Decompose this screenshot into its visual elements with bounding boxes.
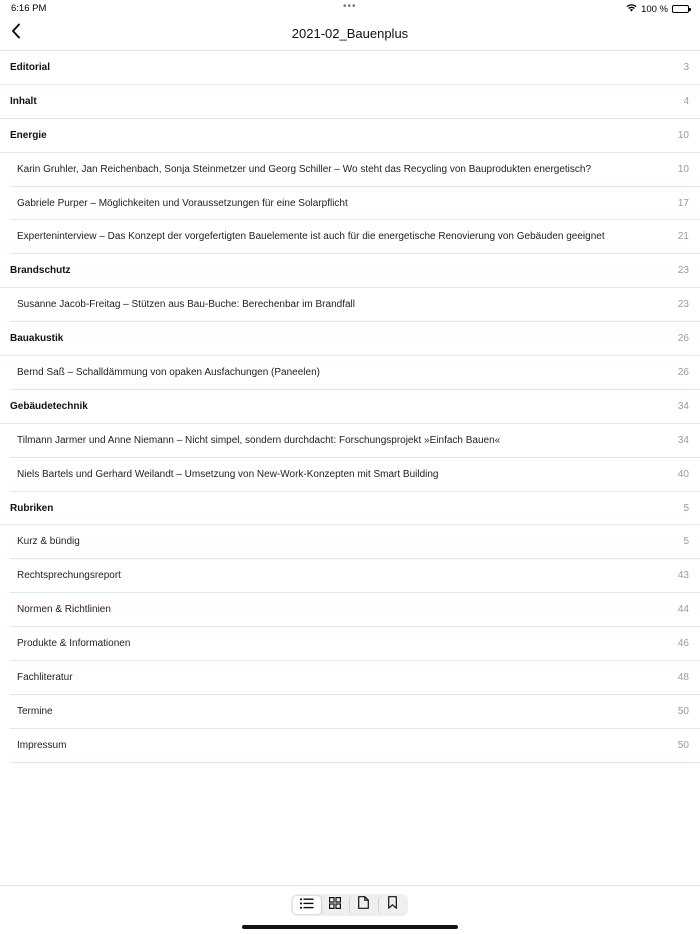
toc-article-row[interactable] [10, 288, 700, 322]
toc-article-row[interactable] [10, 153, 700, 187]
toc-article-row[interactable] [10, 220, 700, 254]
toc-item-title: Impressum [17, 739, 67, 751]
page-title: 2021-02_Bauenplus [291, 26, 409, 41]
toc-page-number: 48 [677, 671, 689, 683]
toc-article-row[interactable] [10, 424, 700, 458]
toc-item-title: Rubriken [10, 502, 54, 514]
toc-item-title: Experteninterview – Das Konzept der vorgefertigten Bauelemente ist auch für die energetische Renovierung von Gebäuden geeignet [17, 231, 605, 243]
toc-section-row[interactable] [0, 119, 700, 153]
toc-page-number: 43 [677, 570, 689, 582]
toc-item-title: Rechtsprechungsreport [17, 570, 121, 582]
toc-item-title: Editorial [10, 61, 51, 73]
toc-page-number: 50 [677, 739, 689, 751]
toc-article-row[interactable] [10, 593, 700, 627]
toc-page-number: 3 [683, 61, 689, 73]
toc-item-title: Fachliteratur [17, 671, 73, 683]
toc-item-title: Tilmann Jarmer und Anne Niemann – Nicht simpel, sondern durchdacht: Forschungsprojekt »Einfach Bauen« [17, 434, 501, 446]
toc-item-title: Bernd Saß – Schalldämmung von opaken Ausfachungen (Paneelen) [17, 366, 320, 378]
toc-article-row[interactable] [10, 458, 700, 492]
toc-section-row[interactable] [0, 85, 700, 119]
toc-item-title: Produkte & Informationen [17, 638, 131, 650]
toc-article-row[interactable] [10, 661, 700, 695]
toc-page-number: 5 [683, 536, 689, 548]
toc-section-row[interactable] [0, 390, 700, 424]
wifi-icon [626, 3, 637, 15]
bottom-toolbar [0, 885, 700, 934]
toc-page-number: 21 [677, 231, 689, 243]
toc-item-title: Bauakustik [10, 333, 64, 345]
grid-view-button[interactable] [321, 896, 350, 914]
toc-article-row[interactable] [10, 356, 700, 390]
toc-item-title: Brandschutz [10, 265, 71, 277]
toc-page-number: 46 [677, 638, 689, 650]
status-time: 6:16 PM [11, 3, 47, 14]
toc-item-title: Niels Bartels und Gerhard Weilandt – Umsetzung von New-Work-Konzepten mit Smart Building [17, 468, 439, 480]
bookmark-icon [388, 896, 397, 914]
toc-article-row[interactable] [10, 695, 700, 729]
toc-item-title: Energie [10, 129, 47, 141]
grid-icon [329, 896, 341, 914]
toc-section-row[interactable] [0, 492, 700, 526]
page-icon [358, 896, 369, 914]
toc-page-number: 34 [677, 400, 689, 412]
toc-item-title: Gabriele Purper – Möglichkeiten und Voraussetzungen für eine Solarpflicht [17, 197, 348, 209]
toc-page-number: 4 [683, 95, 689, 107]
toc-page-number: 23 [677, 265, 689, 277]
toc-article-row[interactable] [10, 187, 700, 221]
toc-section-row[interactable] [0, 51, 700, 85]
toc-article-row[interactable] [10, 729, 700, 763]
battery-icon [672, 5, 689, 13]
toc-article-row[interactable] [10, 525, 700, 559]
toc-section-row[interactable] [0, 254, 700, 288]
toc-list [0, 51, 700, 763]
toc-page-number: 26 [677, 333, 689, 345]
battery-percent: 100 % [641, 3, 668, 15]
toc-item-title: Inhalt [10, 95, 37, 107]
toc-item-title: Gebäudetechnik [10, 400, 88, 412]
toc-item-title: Susanne Jacob-Freitag – Stützen aus Bau-Buche: Berechenbar im Brandfall [17, 299, 355, 311]
toc-page-number: 44 [677, 604, 689, 616]
toc-page-number: 34 [677, 434, 689, 446]
toc-article-row[interactable] [10, 627, 700, 661]
navigation-bar [0, 17, 700, 51]
toc-page-number: 17 [677, 197, 689, 209]
toc-page-number: 40 [677, 468, 689, 480]
toc-item-title: Normen & Richtlinien [17, 604, 111, 616]
toc-page-number: 26 [677, 366, 689, 378]
toc-item-title: Kurz & bündig [17, 536, 80, 548]
view-mode-segmented-control [291, 894, 408, 916]
toc-page-number: 50 [677, 705, 689, 717]
toc-page-number: 10 [677, 129, 689, 141]
toc-view-button[interactable] [293, 896, 321, 914]
bookmarks-view-button[interactable] [378, 896, 407, 914]
toc-page-number: 23 [677, 299, 689, 311]
toc-item-title: Termine [17, 705, 53, 717]
status-bar [0, 0, 700, 17]
toc-section-row[interactable] [0, 322, 700, 356]
toc-page-number: 5 [683, 502, 689, 514]
toc-article-row[interactable] [10, 559, 700, 593]
list-icon [300, 896, 314, 914]
toc-page-number: 10 [677, 163, 689, 175]
multitasking-dots[interactable]: ••• [343, 1, 357, 12]
toc-item-title: Karin Gruhler, Jan Reichenbach, Sonja Steinmetzer und Georg Schiller – Wo steht das Recycling von Bauprodukten energetisch? [17, 163, 592, 175]
status-right [626, 3, 689, 15]
page-view-button[interactable] [349, 896, 378, 914]
home-indicator[interactable] [242, 925, 458, 929]
